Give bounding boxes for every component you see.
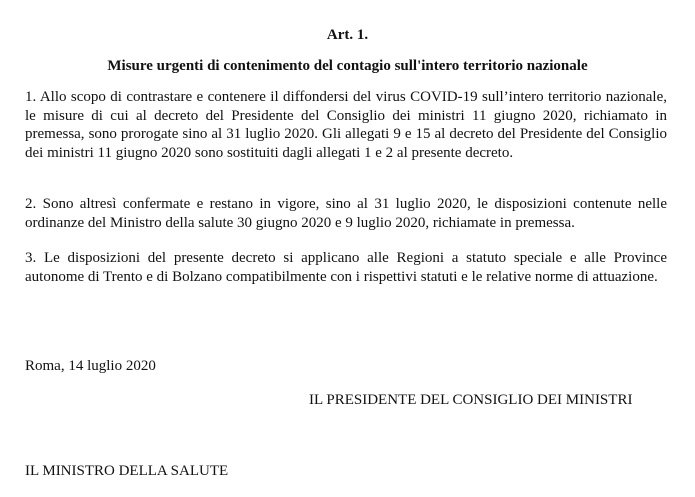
paragraph-1: 1. Allo scopo di contrastare e contenere il diffondersi del virus COVID-19 sull’intero territorio nazionale, le misure di cui al decreto del Presidente del Consiglio dei ministri 11 giugno 2020, richiamato in premessa, sono prorogate sino al 31 luglio 2020. Gli allegati 9 e 15 al decreto del Presidente del Consiglio dei ministri 11 giugno 2020 sono sostituiti dagli allegati 1 e 2 al presente decreto. [25, 89, 667, 161]
article-heading: Misure urgenti di contenimento del contagio sull'intero territorio nazionale [107, 58, 588, 74]
paragraph-3: 3. Le disposizioni del presente decreto si applicano alle Regioni a statuto speciale e alle Province autonome di Trento e di Bolzano compatibilmente con i rispettivi statuti e le relative norme di attuazione. [25, 250, 667, 285]
place-date: Roma, 14 luglio 2020 [25, 358, 156, 374]
signatory-minister: IL MINISTRO DELLA SALUTE [25, 463, 229, 479]
signatory-president: IL PRESIDENTE DEL CONSIGLIO DEI MINISTRI [309, 392, 633, 408]
paragraph-2: 2. Sono altresì confermate e restano in vigore, sino al 31 luglio 2020, le disposizioni contenute nelle ordinanze del Ministro della salute 30 giugno 2020 e 9 luglio 2020, richiamate in premessa. [25, 196, 667, 231]
article-number: Art. 1. [326, 27, 369, 43]
